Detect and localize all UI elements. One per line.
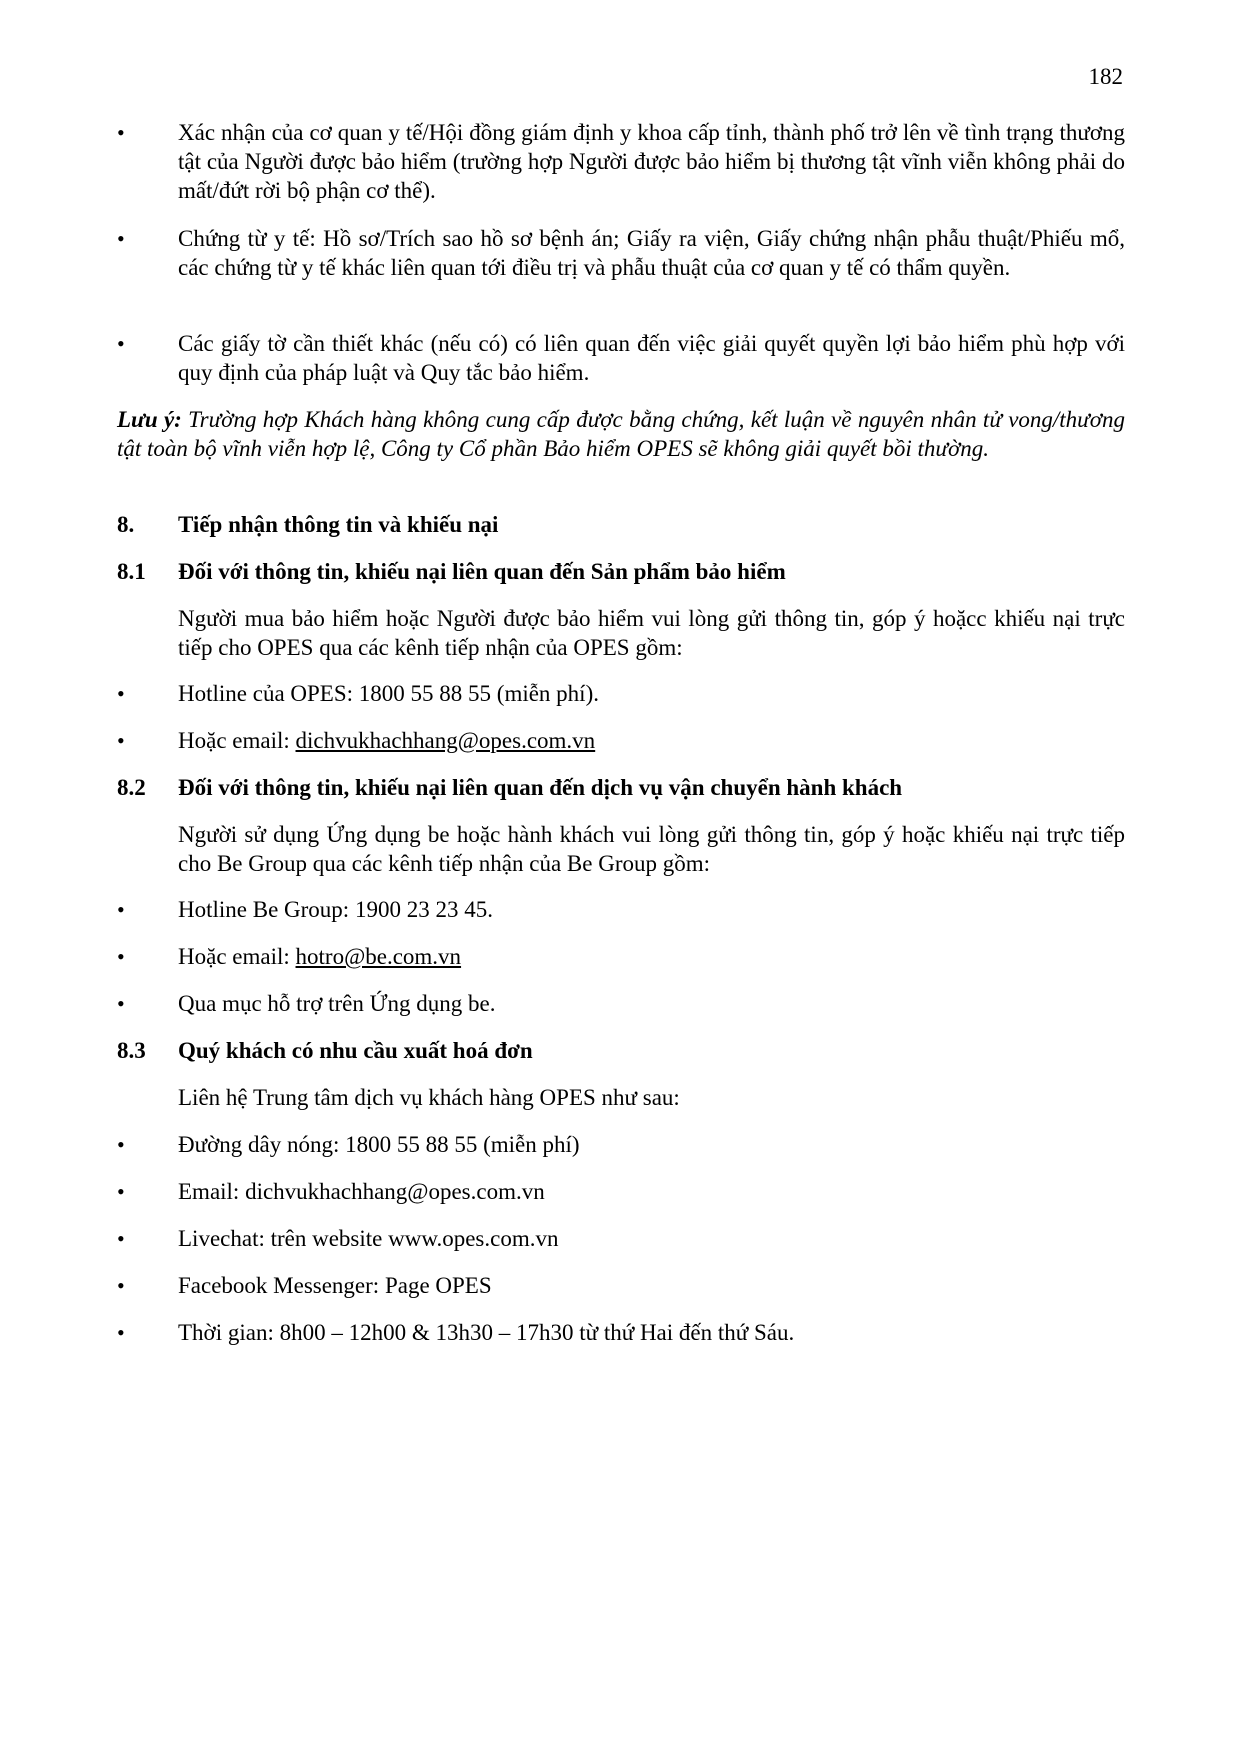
bullet-icon: •: [117, 1273, 125, 1298]
list-item: [117, 118, 1125, 205]
section-title: Tiếp nhận thông tin và khiếu nại: [178, 512, 499, 537]
email-link[interactable]: dichvukhachhang@opes.com.vn: [295, 728, 596, 753]
bullet-icon: •: [117, 681, 125, 706]
paragraph: Người mua bảo hiểm hoặc Người được bảo hiểm vui lòng gửi thông tin, góp ý hoặcc khiếu nại trực tiếp cho OPES qua các kênh tiếp nhận của OPES gồm:: [178, 606, 1125, 660]
list-item-text: [178, 726, 1125, 755]
email-prefix: Hoặc email:: [178, 728, 296, 753]
list-item-text: Thời gian: 8h00 – 12h00 & 13h30 – 17h30 từ thứ Hai đến thứ Sáu.: [178, 1320, 795, 1345]
list-item-text: Livechat: trên website www.opes.com.vn: [178, 1226, 559, 1251]
list-item: [117, 1177, 1125, 1206]
list-item-text: Hotline của OPES: 1800 55 88 55 (miễn phí).: [178, 681, 599, 706]
list-item-text: Chứng từ y tế: Hồ sơ/Trích sao hồ sơ bệnh án; Giấy ra viện, Giấy chứng nhận phẫu thuật/Phiếu mổ, các chứng từ y tế khác liên quan tới điều trị và phẫu thuật của cơ quan y tế có thẩm quyền.: [178, 226, 1125, 280]
email-link[interactable]: hotro@be.com.vn: [295, 944, 462, 969]
list-item-text: Qua mục hỗ trợ trên Ứng dụng be.: [178, 991, 496, 1016]
paragraph: Liên hệ Trung tâm dịch vụ khách hàng OPES như sau:: [178, 1085, 680, 1110]
list-item: [117, 329, 1125, 387]
paragraph: Người sử dụng Ứng dụng be hoặc hành khách vui lòng gửi thông tin, góp ý hoặc khiếu nại trực tiếp cho Be Group qua các kênh tiếp nhận của Be Group gồm:: [178, 822, 1125, 876]
list-item: [117, 989, 1125, 1018]
list-item-text: Xác nhận của cơ quan y tế/Hội đồng giám định y khoa cấp tỉnh, thành phố trở lên về tình trạng thương tật của Người được bảo hiểm (trường hợp Người được bảo hiểm bị thương tật vĩnh viễn không phải do mất/đứt rời bộ phận cơ thể).: [178, 120, 1125, 203]
list-item-text: Hotline Be Group: 1900 23 23 45.: [178, 897, 493, 922]
list-item: [117, 942, 1125, 971]
bullet-icon: •: [117, 1226, 125, 1251]
email-prefix: Hoặc email:: [178, 944, 296, 969]
bullet-icon: •: [117, 991, 125, 1016]
subsection-title: Quý khách có nhu cầu xuất hoá đơn: [178, 1038, 533, 1063]
list-item: [117, 1224, 1125, 1253]
bullet-icon: •: [117, 897, 125, 922]
bullet-icon: •: [117, 120, 125, 145]
list-item: [117, 679, 1125, 708]
note-paragraph: [117, 405, 1125, 463]
list-item: [117, 1271, 1125, 1300]
bullet-icon: •: [117, 1320, 125, 1345]
page-number: 182: [1088, 64, 1123, 89]
list-item-text: [178, 942, 1125, 971]
bullet-icon: •: [117, 226, 125, 251]
list-item: [117, 224, 1125, 311]
bullet-icon: •: [117, 944, 125, 969]
list-item: [117, 726, 1125, 755]
list-item: [117, 1318, 1125, 1347]
subsection-number: 8.3: [117, 1038, 146, 1063]
note-text: Trường hợp Khách hàng không cung cấp được bằng chứng, kết luận về nguyên nhân tử vong/thương tật toàn bộ vĩnh viễn hợp lệ, Công ty Cổ phần Bảo hiểm OPES sẽ không giải quyết bồi thường.: [117, 407, 1125, 461]
bullet-icon: •: [117, 728, 125, 753]
subsection-number: 8.2: [117, 775, 146, 800]
subsection-number: 8.1: [117, 559, 146, 584]
list-item: [117, 1130, 1125, 1159]
subsection-title: Đối với thông tin, khiếu nại liên quan đến Sản phẩm bảo hiểm: [178, 559, 786, 584]
list-item-text: Đường dây nóng: 1800 55 88 55 (miễn phí): [178, 1132, 580, 1157]
list-item-text: Các giấy tờ cần thiết khác (nếu có) có liên quan đến việc giải quyết quyền lợi bảo hiểm phù hợp với quy định của pháp luật và Quy tắc bảo hiểm.: [178, 331, 1125, 385]
section-number: 8.: [117, 512, 135, 537]
bullet-icon: •: [117, 1179, 125, 1204]
bullet-icon: •: [117, 1132, 125, 1157]
note-label: Lưu ý:: [117, 407, 182, 432]
list-item-text: Facebook Messenger: Page OPES: [178, 1273, 492, 1298]
list-item: [117, 895, 1125, 924]
bullet-icon: •: [117, 331, 125, 356]
list-item-text: Email: dichvukhachhang@opes.com.vn: [178, 1179, 545, 1204]
subsection-title: Đối với thông tin, khiếu nại liên quan đến dịch vụ vận chuyển hành khách: [178, 775, 903, 800]
